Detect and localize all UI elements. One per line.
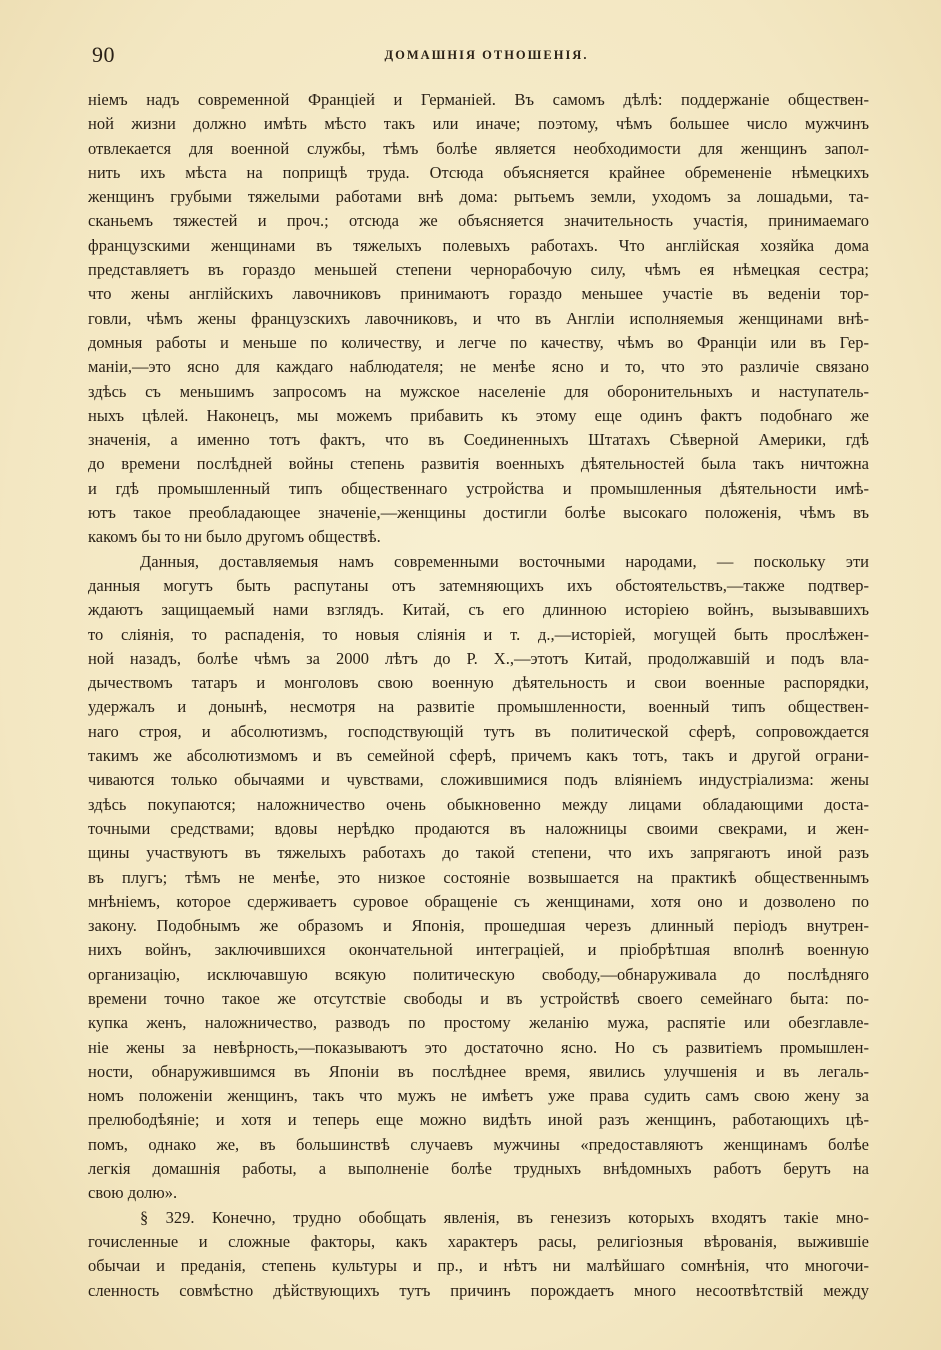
text-line: значенія, а именно тотъ фактъ, что въ Соединенныхъ Штатахъ Сѣверной Америки, гдѣ — [88, 430, 869, 450]
text-line: ности, обнаружившимся въ Японіи въ послѣднее время, явились улучшенія и въ легаль- — [88, 1061, 869, 1081]
text-line: помъ, однако же, въ большинствѣ случаевъ мужчины «предоставляютъ женщинамъ болѣе — [88, 1134, 869, 1154]
text-line: Данныя, доставляемыя намъ современными восточными народами, — поскольку эти — [140, 551, 869, 571]
page-header — [92, 42, 881, 72]
text-line: гочисленные и сложные факторы, какъ характеръ расы, религіозныя вѣрованія, выжившіе — [88, 1231, 869, 1251]
text-line: сленность совмѣстно дѣйствующихъ тутъ причинъ порождаетъ много несоотвѣтствій между — [88, 1280, 869, 1300]
text-line: организацію, исключавшую всякую политическую свободу,—обнаруживала до послѣдняго — [88, 964, 869, 984]
text-line: что жены англійскихъ лавочниковъ принимаютъ гораздо меньшее участіе въ веденіи тор- — [88, 284, 869, 304]
text-line: чиваются только обычаями и чувствами, сложившимися подъ вліяніемъ индустріализма: жены — [88, 770, 869, 790]
running-head: ДОМАШНІЯ ОТНОШЕНІЯ. — [384, 48, 589, 62]
text-line: такимъ же абсолютизмомъ и въ семейной сферѣ, причемъ какъ тотъ, такъ и другой ограни- — [88, 746, 869, 766]
text-line: § 329. Конечно, трудно обобщать явленія, въ генезизъ которыхъ входятъ такіе мно- — [140, 1207, 869, 1227]
page-number: 90 — [92, 42, 115, 67]
text-line: дычествомъ татаръ и монголовъ свою военную дѣятельность и свои военные распорядки, — [88, 673, 869, 693]
text-line: сканьемъ тяжестей и проч.; отсюда же объясняется значительность участія, принимаемаго — [88, 211, 869, 231]
text-line: домныя работы и меньше по количеству, и легче по качеству, чѣмъ во Франціи или въ Гер- — [88, 332, 869, 352]
text-line: въ плугъ; тѣмъ не менѣе, это низкое состояніе возвышается на практикѣ общественнымъ — [88, 867, 869, 887]
text-line: обычаи и преданія, степень культуры и пр., и нѣтъ ни малѣйшаго сомнѣнія, что многочи- — [88, 1256, 869, 1276]
text-line: здѣсь съ меньшимъ запросомъ на мужское населеніе для оборонительныхъ и наступатель- — [88, 381, 869, 401]
paragraph — [88, 88, 869, 550]
text-line: времени точно такое же отсутствіе свободы и въ устройствѣ своего семейнаго быта: по- — [88, 988, 869, 1008]
text-line: купка женъ, наложничество, разводъ по простому желанію мужа, распятіе или обезглавле- — [88, 1013, 869, 1033]
text-line: точными средствами; вдовы нерѣдко продаются въ наложницы своими свекрами, и жен- — [88, 818, 869, 838]
body-text — [88, 88, 869, 1303]
text-line: щины участвуютъ въ тяжелыхъ работахъ до такой степени, что ихъ запрягаютъ иной разъ — [88, 843, 869, 863]
text-line: нихъ войнъ, заключившихся окончательной интеграціей, и пріобрѣтшая вполнѣ военную — [88, 940, 869, 960]
text-line: ждаютъ защищаемый нами взглядъ. Китай, съ его длинною исторіею войнъ, вызывавшихъ — [88, 600, 869, 620]
text-line: ютъ такое преобладающее значеніе,—женщины достигли болѣе высокаго положенія, чѣмъ въ — [88, 503, 869, 523]
text-line: прелюбодѣяніе; и хотя и теперь еще можно видѣть иной разъ женщинъ, работающихъ цѣ- — [88, 1110, 869, 1130]
text-line: маніи,—это ясно для каждаго наблюдателя; не менѣе ясно и то, что это различіе связано — [88, 357, 869, 377]
text-line: здѣсь покупаются; наложничество очень обыкновенно между лицами обладающими доста- — [88, 794, 869, 814]
text-line: закону. Подобнымъ же образомъ и Японія, прошедшая черезъ длинный періодъ внутрен- — [88, 916, 869, 936]
text-line: наго строя, и абсолютизмъ, господствующій тутъ въ политической сферѣ, сопровождается — [88, 721, 869, 741]
text-line: мнѣніемъ, которое сдерживаетъ суровое обращеніе съ женщинами, хотя оно и дозволено по — [88, 891, 869, 911]
text-line: номъ положеніи женщинъ, такъ что мужъ не имѣетъ уже права судить самъ свою жену за — [88, 1086, 869, 1106]
text-line: какомъ бы то ни было другомъ обществѣ. — [88, 527, 381, 547]
text-line: удержалъ и донынѣ, несмотря на развитіе промышленности, военный типъ обществен- — [88, 697, 869, 717]
text-line: ніемъ надъ современной Франціей и Германіей. Въ самомъ дѣлѣ: поддержаніе обществен- — [88, 90, 869, 109]
paragraph — [88, 1206, 869, 1303]
text-line: данныя могутъ быть распутаны отъ затемняющихъ ихъ обстоятельствъ,—также подтвер- — [88, 575, 869, 595]
text-line: ной назадъ, болѣе чѣмъ за 2000 лѣтъ до Р. Х.,—этотъ Китай, продолжавшій и подъ вла- — [88, 648, 869, 668]
paragraph — [88, 550, 869, 1206]
text-line: ной жизни должно имѣть мѣсто такъ или иначе; поэтому, чѣмъ большее число мужчинъ — [88, 114, 869, 134]
text-line: и гдѣ промышленный типъ общественнаго устройства и промышленныя дѣятельности имѣ- — [88, 478, 869, 498]
text-line: легкія домашнія работы, а выполненіе болѣе трудныхъ внѣдомныхъ работъ берутъ на — [88, 1159, 869, 1179]
text-line: французскими женщинами въ тяжелыхъ полевыхъ работахъ. Что англійская хозяйка дома — [88, 235, 869, 255]
text-line: отвлекается для военной службы, тѣмъ болѣе является необходимости для женщинъ запол- — [88, 138, 869, 158]
text-line: ныхъ цѣлей. Наконецъ, мы можемъ прибавить къ этому еще одинъ фактъ подобнаго же — [88, 405, 869, 425]
text-line: то слiянія, то распаденія, то новыя слiянія и т. д.,—исторіей, могущей быть прослѣжен- — [88, 624, 869, 644]
text-line: говли, чѣмъ жены французскихъ лавочниковъ, и что въ Англіи исполняемыя женщинами внѣ- — [88, 308, 869, 328]
text-line: до времени послѣдней войны степень развитія военныхъ дѣятельностей была такъ ничтожна — [88, 454, 869, 474]
text-line: свою долю». — [88, 1183, 178, 1203]
text-line: представляетъ въ гораздо меньшей степени чернорабочую силу, чѣмъ ея нѣмецкая сестра; — [88, 260, 869, 280]
text-line: женщинъ грубыми тяжелыми работами внѣ дома: рытьемъ земли, уходомъ за лошадьми, та- — [88, 187, 869, 207]
text-line: ніе жены за невѣрность,—показываютъ это достаточно ясно. Но съ развитіемъ промышлен- — [88, 1037, 869, 1057]
text-line: нить ихъ мѣста на поприщѣ труда. Отсюда объясняется крайнее обремененіе нѣмецкихъ — [88, 162, 869, 182]
